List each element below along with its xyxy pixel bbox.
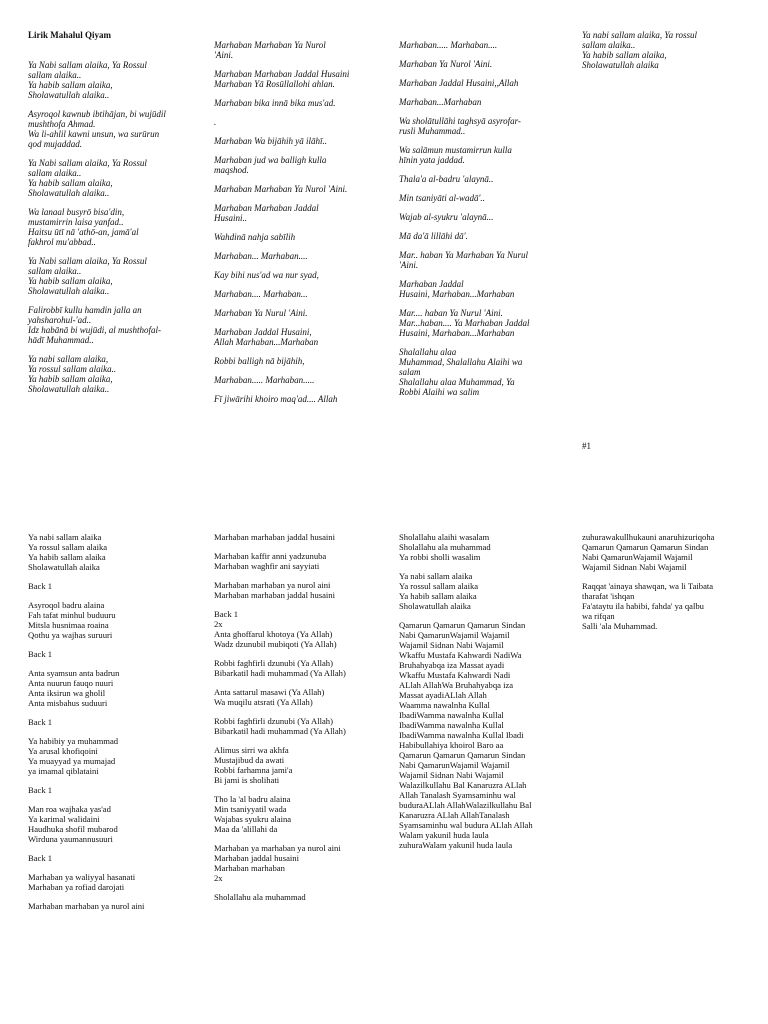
bottom-paragraph: Raqqat 'ainaya shawqan, wa li Taibata tharafat 'ishqan Fa'ataytu ila habibi, fahda' ya qalbu wa rifqan Salli 'ala Muhammad.: [582, 581, 714, 631]
document-title: Lirik Mahalul Qiyam: [28, 30, 112, 40]
top-paragraph: Marhaban bika innā bika mus'ad.: [214, 98, 336, 108]
top-paragraph: Mar.. haban Ya Marhaban Ya Nurul 'Aini.: [399, 250, 528, 270]
top-paragraph: Marhaban.... Marhaban...: [214, 289, 308, 299]
top-paragraph: Ya Nabi sallam alaika, Ya Rossul sallam alaika.. Ya habib sallam alaika, Sholawatullah alaika..: [28, 60, 147, 100]
top-paragraph: Wa sholātullāhi taghsyā asyrofar- rusli Muhammad..: [399, 116, 521, 136]
top-column-3: [399, 40, 574, 406]
top-paragraph: Marhaban Marhaban Jaddal Husaini Marhaban Yā Rosūllallohi ahlan.: [214, 69, 350, 89]
top-paragraph: .: [214, 117, 217, 127]
bottom-paragraph: Ya nabi sallam alaika Ya rossul sallam alaika Ya habib sallam alaika Sholawatullah alaika: [28, 532, 108, 572]
top-paragraph: Wa salāmun mustamirrun kulla hīnin yata jaddad.: [399, 145, 512, 165]
bottom-paragraph: Marhaban marhaban ya nurol aini: [28, 901, 145, 911]
top-column-4: [582, 30, 762, 79]
top-paragraph: Marhaban..... Marhaban....: [399, 40, 498, 50]
bottom-paragraph: Back 1: [28, 717, 53, 727]
top-paragraph: Marhaban Marhaban Ya Nurol 'Aini.: [214, 40, 326, 60]
bottom-paragraph: Back 1: [28, 581, 53, 591]
bottom-paragraph: Ya habibiy ya muhammad Ya arusal khofiqoini Ya muayyad ya mumajad ya imamal qiblataini: [28, 736, 119, 776]
bottom-column-1: [28, 532, 208, 920]
bottom-paragraph: Anta sattarul masawi (Ya Allah) Wa muqilu atsrati (Ya Allah): [214, 687, 325, 707]
top-paragraph: Marhaban Ya Nurul 'Aini.: [214, 308, 308, 318]
bottom-paragraph: Sholallahu ala muhammad: [214, 892, 306, 902]
bottom-paragraph: Man roa wajhaka yas'ad Ya karimal walidaini Haudhuka shofil mubarod Wirduna yaumannusuuri: [28, 804, 118, 844]
top-paragraph: Shalallahu alaa Muhammad, Shalallahu Alaihi wa salam Shalallahu alaa Muhammad, Ya Robbi Alaihi wa salim: [399, 347, 523, 397]
page-marker: #1: [582, 441, 591, 451]
bottom-paragraph: Back 1: [28, 853, 53, 863]
top-paragraph: Fī jiwārihi khoiro maq'ad.... Allah: [214, 394, 338, 404]
bottom-column-2: [214, 532, 394, 911]
bottom-paragraph: Anta syamsun anta badrun Anta nuurun fauqo nuuri Anta iksirun wa gholil Anta misbahus suduuri: [28, 668, 120, 708]
top-paragraph: Ya nabi sallam alaika, Ya rossul sallam alaika.. Ya habib sallam alaika, Sholawatullah alaika: [582, 30, 698, 70]
top-paragraph: Wahdinā nahja sabīlih: [214, 232, 296, 242]
top-paragraph: Marhaban Ya Nurol 'Aini.: [399, 59, 493, 69]
top-paragraph: Robbi balligh nā bijāhih,: [214, 356, 305, 366]
top-paragraph: Asyroqol kawnub ibtihājan, bi wujūdil mushthofa Ahmad. Wa li-ahlil kawni unsun, wa surūrun qod mujaddad.: [28, 109, 166, 149]
top-paragraph: Marhaban Jaddal Husaini, Allah Marhaban...Marhaban: [214, 327, 319, 347]
bottom-paragraph: Marhaban marhaban ya nurol aini Marhaban marhaban jaddal husaini: [214, 580, 335, 600]
bottom-paragraph: Qamarun Qamarun Qamarun Sindan Nabi QamarunWajamil Wajamil Wajamil Sidnan Nabi Wajamil Wkaffu Mustafa Kahwardi NadiWa Bruhahyabqa iza Massat ayadi Wkaffu Mustafa Kahwardi Nadi ALlah AllahWa Bruhahyabqa iza Massat ayadiALlah Allah Waamma nawalnha Kullal IbadiWamma nawalnha Kullal IbadiWamma nawalnha Kullal IbadiWamma nawalnha Kullal Ibadi Habibullahiya khoirol Baro aa Qamarun Qamarun Qamarun Sindan Nabi QamarunWajamil Wajamil Wajamil Sidnan Nabi Wajamil Walazilkullahu Bal Kanaruzra ALlah Allah Tanalash Syamsaminhu wal buduraALlah AllahWalazilkullahu Bal Kanaruzra ALlah AllahTanalash Syamsaminhu wal budura ALlah Allah Walam yakunil huda laula zuhuraWalam yakunil huda laula: [399, 620, 533, 850]
top-paragraph: Marhaban..... Marhaban.....: [214, 375, 315, 385]
bottom-paragraph: Alimus sirri wa akhfa Mustajibud da awati Robbi farhamna jami'a Bi jami is sholihati: [214, 745, 293, 785]
top-paragraph: Marhaban Wa bijāhih yā ilāhī..: [214, 136, 328, 146]
bottom-paragraph: Robbi faghfirli dzunubi (Ya Allah) Bibarkatil hadi muhammad (Ya Allah): [214, 716, 346, 736]
bottom-paragraph: Back 1 2x Anta ghoffarul khotoya (Ya Allah) Wadz dzunubil mubiqoti (Ya Allah): [214, 609, 337, 649]
top-column-2: [214, 40, 389, 413]
top-paragraph: Ya Nabi sallam alaika, Ya Rossul sallam alaika.. Ya habib sallam alaika, Sholawatullah alaika..: [28, 158, 147, 198]
bottom-paragraph: Marhaban marhaban jaddal husaini: [214, 532, 335, 542]
bottom-paragraph: Back 1: [28, 785, 53, 795]
top-paragraph: Marhaban jud wa balligh kulla maqshod.: [214, 155, 327, 175]
bottom-column-3: [399, 532, 579, 859]
top-paragraph: Ya Nabi sallam alaika, Ya Rossul sallam alaika.. Ya habib sallam alaika, Sholawatullah alaika..: [28, 256, 147, 296]
top-paragraph: Marhaban...Marhaban: [399, 97, 482, 107]
top-paragraph: Marhaban Jaddal Husaini, Marhaban...Marhaban: [399, 279, 515, 299]
top-paragraph: Wajab al-syukru 'alaynā...: [399, 212, 494, 222]
top-paragraph: Marhaban... Marhaban....: [214, 251, 308, 261]
top-paragraph: Marhaban Marhaban Ya Nurol 'Aini.: [214, 184, 348, 194]
top-paragraph: Mā da'ā lillāhi dā'.: [399, 231, 468, 241]
bottom-paragraph: Back 1: [28, 649, 53, 659]
bottom-paragraph: zuhurawakullhukauni anaruhizuriqoha Qamarun Qamarun Qamarun Sindan Nabi QamarunWajamil Wajamil Wajamil Sidnan Nabi Wajamil: [582, 532, 715, 572]
top-paragraph: Ya nabi sallam alaika, Ya rossul sallam alaika.. Ya habib sallam alaika, Sholawatullah alaika..: [28, 354, 117, 394]
top-paragraph: Thala'a al-badru 'alaynā..: [399, 174, 494, 184]
bottom-paragraph: Marhaban kaffir anni yadzunuba Marhaban waghfir ani sayyiati: [214, 551, 327, 571]
bottom-paragraph: Tho la 'al badru alaina Min tsaniyyatil wada Wajabas syukru alaina Maa da 'alillahi da: [214, 794, 292, 834]
top-column-1: [28, 30, 208, 403]
top-paragraph: Min tsaniyāti al-wadā'..: [399, 193, 485, 203]
bottom-paragraph: Sholallahu alaihi wasalam Sholallahu ala muhammad Ya robbi sholli wasalim: [399, 532, 491, 562]
bottom-paragraph: Marhaban ya waliyyal hasanati Marhaban ya rofiad darojati: [28, 872, 136, 892]
top-paragraph: Marhaban Jaddal Husaini,,Allah: [399, 78, 519, 88]
top-paragraph: Falirobbī kullu hamdin jalla an yahsharohul-'ad.. Idz habānā bi wujūdi, al mushthofal- hādī Muhammad..: [28, 305, 162, 345]
bottom-column-4: [582, 532, 764, 640]
bottom-paragraph: Asyroqol badru alaina Fah tafat minhul buduuru Mitsla husnimaa roaina Qothu ya wajhas suruuri: [28, 600, 116, 640]
top-paragraph: Kay bihi nus'ad wa nur syad,: [214, 270, 319, 280]
bottom-paragraph: Robbi faghfirli dzunubi (Ya Allah) Bibarkatil hadi muhammad (Ya Allah): [214, 658, 346, 678]
top-paragraph: Marhaban Marhaban Jaddal Husaini..: [214, 203, 319, 223]
top-paragraph: Wa lanaal busyrō bisa'din, mustamirrin laisa yanfad.. Haitsu ūtī nā 'athō-an, jamā'al fakhrol mu'abbad..: [28, 207, 139, 247]
bottom-paragraph: Marhaban ya marhaban ya nurol aini Marhaban jaddal husaini Marhaban marhaban 2x: [214, 843, 341, 883]
bottom-paragraph: Ya nabi sallam alaika Ya rossul sallam alaika Ya habib sallam alaika Sholawatullah alaika: [399, 571, 479, 611]
top-paragraph: Mar.... haban Ya Nurul 'Aini. Mar...haban.... Ya Marhaban Jaddal Husaini, Marhaban...Marhaban: [399, 308, 530, 338]
